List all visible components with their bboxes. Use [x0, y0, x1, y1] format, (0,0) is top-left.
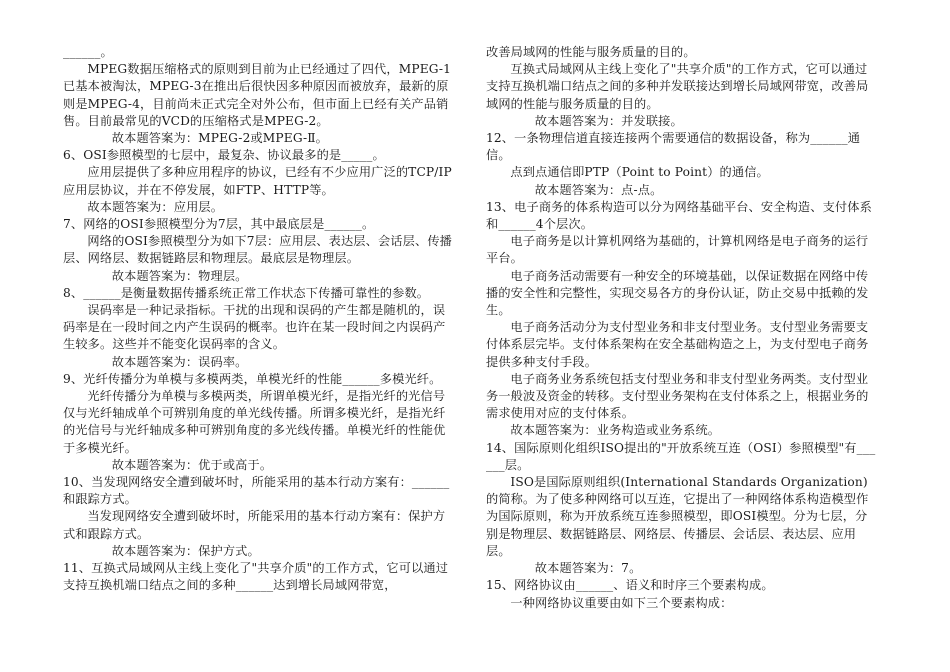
- answer-line: 故本题答案为：物理层。: [111, 268, 248, 283]
- explanation-paragraph: 故本题答案为：应用层。: [87, 199, 224, 214]
- question-line: 10、当发现网络安全遭到破坏时，所能采用的基本行动方案有：______和跟踪方式。: [63, 475, 450, 507]
- question-line: 12、一条物理信道直接连接两个需要通信的数据设备，称为______通信。: [486, 131, 861, 163]
- question-line: 13、电子商务的体系构造可以分为网络基础平台、安全构造、支付体系和______4个层次。: [486, 199, 872, 232]
- explanation-paragraph: 电子商务是以计算机网络为基础的，计算机网络是电子商务的运行平台。: [486, 234, 869, 266]
- explanation-paragraph: 电子商务活动分为支付型业务和非支付型业务。支付型业务需要支付体系层完毕。支付体系架构在安全基础构造之上，为支付型电子商务提供多种支付手段。: [486, 320, 869, 369]
- explanation-paragraph: 应用层提供了多种应用程序的协议，已经有不少应用广泛的TCP/IP应用层协议，并在不停发展，如FTP、HTTP等。: [63, 165, 452, 197]
- explanation-paragraph: 当发现网络安全遭到破坏时，所能采用的基本行动方案有：保护方式和跟踪方式。: [63, 509, 446, 541]
- question-line: 8、______是衡量数据传播系统正常工作状态下传播可靠性的参数。: [63, 285, 430, 300]
- right-column: [486, 44, 878, 612]
- question-line: 11、互换式局域网从主线上变化了"共享介质"的工作方式，它可以通过支持互换机端口结点之间的多种______达到增长局域网带宽，: [63, 561, 449, 593]
- explanation-paragraph: 电子商务业务系统包括支付型业务和非支付型业务两类。支付型业务一般波及资金的转移。支付型业务架构在支付体系之上，根据业务的需求使用对应的支付体系。: [486, 371, 869, 421]
- explanation-paragraph: 网络的OSI参照模型分为如下7层：应用层、表达层、会话层、传播层、网络层、数据链路层和物理层。最底层是物理层。: [63, 234, 453, 266]
- explanation-paragraph: 光纤传播分为单模与多模两类，所谓单模光纤，是指光纤的光信号仅与光纤轴成单个可辨别角度的单光线传播。所谓多模光纤，是指光纤的光信号与光纤轴成多种可辨别角度的多光线传播。单模光纤的性能优于多模光纤。: [63, 389, 446, 455]
- answer-line: 故本题答案为：点-点。: [534, 182, 663, 197]
- explanation-paragraph: 互换式局域网从主线上变化了"共享介质"的工作方式，它可以通过支持互换机端口结点之间的多种并发联接达到增长局域网带宽，改善局域网的性能与服务质量的目的。: [486, 62, 869, 111]
- left-column: [63, 44, 455, 595]
- question-line: 15、网络协议由______、语义和时序三个要素构成。: [486, 578, 774, 593]
- explanation-paragraph: 误码率是一种记录指标。干扰的出现和误码的产生都是随机的，误码率是在一段时间之内产生误码的概率。也许在某一段时间之内误码产生较多。这些并不能变化误码率的含义。: [63, 303, 446, 352]
- explanation-paragraph: ISO是国际原则组织(International Standards Organization)的简称。为了使多种网络可以互连，它提出了一种网络体系构造模型作为国际原则，称为开放系统互连参照模型，即OSI模型。分为七层，分别是物理层、数据链路层、网络层、传播层、会话层、表达层、应用层。: [486, 475, 869, 558]
- explanation-paragraph: 故本题答案为：业务构造或业务系统。: [510, 423, 721, 438]
- explanation-paragraph: 一种网络协议重要由如下三个要素构成：: [510, 595, 733, 610]
- answer-line: 故本题答案为：优于或高于。: [111, 457, 273, 472]
- question-line: ______。: [63, 45, 113, 59]
- explanation-paragraph: 电子商务活动需要有一种安全的环境基础，以保证数据在网络中传播的安全性和完整性，实现交易各方的身份认证，防止交易中抵赖的发生。: [486, 268, 869, 318]
- question-line: 6、OSI参照模型的七层中，最复杂、协议最多的是_____。: [63, 148, 385, 163]
- answer-line: 故本题答案为：误码率。: [111, 354, 248, 369]
- answer-line: 故本题答案为：7。: [534, 561, 642, 576]
- explanation-paragraph: 点到点通信即PTP（Point to Point）的通信。: [510, 165, 769, 180]
- question-line: 7、网络的OSI参照模型分为7层，其中最底层是______。: [63, 217, 375, 232]
- answer-line: 故本题答案为：保护方式。: [111, 543, 260, 558]
- answer-line: 故本题答案为：并发联接。: [534, 113, 683, 128]
- explanation-paragraph: MPEG数据压缩格式的原则到目前为止已经通过了四代，MPEG-1已基本被淘汰，MPEG-3在推出后很快因多种原因而被放弃，最新的原则是MPEG-4，目前尚未正式完全对外公布，但市面上已经有关产品销售。目前最常见的VCD的压缩格式是MPEG-2。: [63, 62, 452, 128]
- question-line: 14、国际原则化组织ISO提出的"开放系统互连（OSI）参照模型"有______层。: [486, 440, 876, 472]
- question-line: 改善局域网的性能与服务质量的目的。: [486, 45, 696, 59]
- question-line: 9、光纤传播分为单模与多模两类，单模光纤的性能______多模光纤。: [63, 371, 442, 386]
- answer-line: 故本题答案为：MPEG-2或MPEG-Ⅱ。: [111, 131, 328, 146]
